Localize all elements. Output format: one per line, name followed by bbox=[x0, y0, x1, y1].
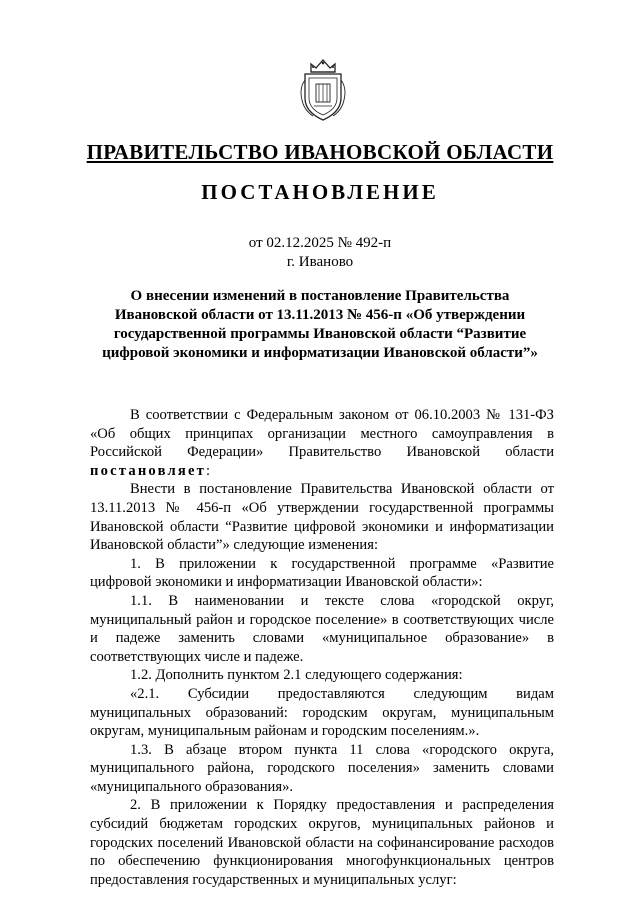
paragraph: 1.3. В абзаце втором пункта 11 слова «городского округа, муниципального района, городского поселения» заменить словами «муниципального образования». bbox=[90, 741, 554, 795]
ivanovo-coat-of-arms-icon bbox=[299, 58, 347, 122]
paragraph: 1.2. Дополнить пунктом 2.1 следующего содержания: bbox=[130, 667, 463, 684]
resolves-word: постановляет bbox=[90, 462, 206, 479]
document-subject: О внесении изменений в постановление Правительства Ивановской области от 13.11.2013 № 456-п «Об утверждении государственной программы Ивановской области “Развитие цифровой экономики и информатизации Ивановской области”» bbox=[102, 288, 538, 361]
resolves-colon: : bbox=[206, 462, 211, 479]
paragraph: Внести в постановление Правительства Ивановской области от 13.11.2013 № 456-п «Об утверждении государственной программы Ивановской области “Развитие цифровой экономики и информатизации Ивановской области”» следующие изменения: bbox=[90, 481, 554, 554]
document-body bbox=[90, 406, 554, 889]
date-number: от 02.12.2025 № 492-п bbox=[248, 235, 392, 251]
preamble-paragraph bbox=[90, 406, 554, 480]
preamble-text: В соответствии с Федеральным законом от 06.10.2003 № 131-ФЗ «Об общих принципах организации местного самоуправления в Российской Федерации» Правительство Ивановской области bbox=[90, 407, 554, 461]
city: г. Иваново bbox=[286, 254, 354, 270]
paragraph: «2.1. Субсидии предоставляются следующим видам муниципальных образований: городским округам, муниципальным округам, муниципальным районам и городским поселениям.». bbox=[90, 685, 554, 740]
paragraph: 2. В приложении к Порядку предоставления и распределения субсидий бюджетам городских округов, муниципальных районов и городских поселений Ивановской области на софинансирование расходов по обеспечению функционирования многофункциональных центров предоставления государственных и муниципальных услуг: bbox=[90, 797, 554, 888]
paragraph: 1.1. В наименовании и тексте слова «городской округ, муниципальный район и городское поселение» в соответствующих числе и падеже заменить словами «муниципальное образование» в соответствующих числе и падеже. bbox=[90, 592, 554, 665]
document-type: ПОСТАНОВЛЕНИЕ bbox=[201, 180, 439, 204]
government-name: ПРАВИТЕЛЬСТВО ИВАНОВСКОЙ ОБЛАСТИ bbox=[86, 140, 554, 164]
paragraph: 1. В приложении к государственной программе «Развитие цифровой экономики и информатизации Ивановской области»: bbox=[90, 555, 554, 591]
date-block bbox=[0, 234, 640, 272]
